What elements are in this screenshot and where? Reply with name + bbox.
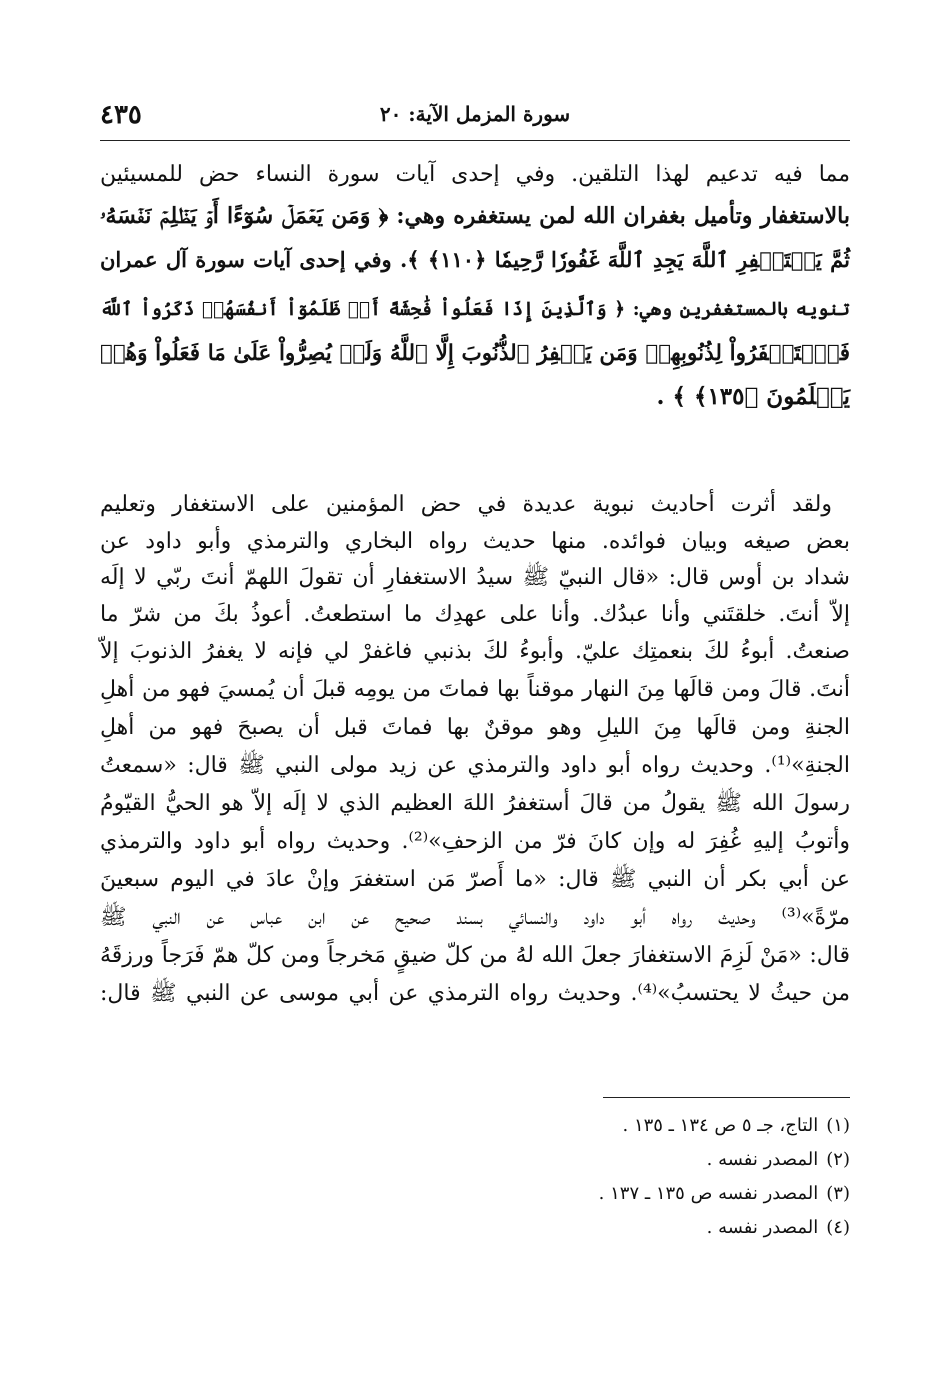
footnote-number: (٣) <box>826 1183 850 1204</box>
text-line: من حيثُ لا يحتسبُ»⁽⁴⁾. وحديث رواه الترمذي عن أبي موسى عن النبي ﷺ قال: <box>100 981 851 1006</box>
footnote-text: المصدر نفسه ص ١٣٥ ـ ١٣٧ . <box>598 1183 819 1204</box>
text-line: شداد بن أوس قال: «قال النبيّ ﷺ سيدُ الاستغفارِ أن تقولَ اللهمّ أنتَ ربّي لا إلَه <box>100 565 850 590</box>
text-line: وأتوبُ إليهِ غُفِرَ له وإن كانَ فرّ من الزحفِ»⁽²⁾. وحديث رواه أبو داود والترمذي <box>100 829 850 854</box>
footnote-number: (٤) <box>826 1217 850 1238</box>
text-line: بعض صيغه وبيان فوائده. منها حديث رواه البخاري والترمذي وأبو داود عن <box>100 529 850 554</box>
footnote-separator <box>603 1097 850 1098</box>
text-line: مرّةً»⁽³⁾ وحديث رواه أبو داود والنسائي بسند صحيح عن ابن عباس عن النبي ﷺ <box>100 905 850 930</box>
footnote <box>150 1144 850 1176</box>
footnote-text: المصدر نفسه . <box>706 1217 819 1238</box>
text-line: الجنةِ ومن قالَها مِنَ الليلِ وهو موقنٌ بها فماتَ قبل أن يصبحَ فهو من أهلِ <box>100 715 850 740</box>
text-line: أنتَ. قالَ ومن قالَها مِنَ النهار موقناً بها فماتَ من يومِه قبلَ أن يُمسيَ فهو من أهلِ <box>100 677 850 702</box>
footnote-text: التاج، جـ ٥ ص ١٣٤ ـ ١٣٥ . <box>622 1115 819 1136</box>
footnote <box>150 1212 850 1244</box>
footnote <box>150 1110 850 1142</box>
text-line: الجنةِ»⁽¹⁾. وحديث رواه أبو داود والترمذي عن زيد مولى النبي ﷺ قال: «سمعتُ <box>100 753 850 778</box>
footnote-number: (١) <box>826 1115 850 1136</box>
text-line: مما فيه تدعيم لهذا التلقين. وفي إحدى آيات سورة النساء حض للمسيئين <box>100 162 850 187</box>
page-header <box>100 100 850 141</box>
text-line: بالاستغفار وتأميل بغفران الله لمن يستغفره وهي: ﴿ وَمَن يَعۡمَلۡ سُوٓءًا أَوۡ يَظۡلِمۡ نَفۡسَهُۥ <box>100 203 850 229</box>
footnote <box>150 1178 850 1210</box>
page-number: ٤٣٥ <box>100 100 142 130</box>
footnote-number: (٢) <box>826 1149 850 1170</box>
text-line: قال: «مَنْ لَزِمَ الاستغفارَ جعلَ الله لهُ من كلّ ضيقٍ مَخرجاً ومن كلّ همّ فَرَجاً ورزقَهُ <box>100 943 850 968</box>
paragraph-first-line: ولقد أثرت أحاديث نبوية عديدة في حض المؤمنين على الاستغفار وتعليم <box>100 492 832 517</box>
text-line: صنعتُ. أبوءُ لكَ بنعمتِك عليّ. وأبوءُ لكَ بذنبي فاغفرْ لي فإنه لا يغفرُ الذنوبَ إلاّ <box>100 639 850 664</box>
footnote-text: المصدر نفسه . <box>706 1149 819 1170</box>
text-line: عن أبي بكر أن النبي ﷺ قال: «ما أَصرّ مَن استغفرَ وإنْ عادَ في اليوم سبعينَ <box>100 867 850 892</box>
text-line: رسولَ الله ﷺ يقولُ من قالَ أستغفرُ اللهَ العظيم الذي لا إلَه إلاّ هو الحيُّ القيّومُ <box>100 791 850 816</box>
text-line: تنويه بالمستغفرين وهي: ﴿ وَٱلَّذِينَ إِذَا فَعَلُواْ فَٰحِشَةً أَوۡ ظَلَمُوٓاْ أَنفُسَهُمۡ ذَكَرُواْ ٱللَّهَ <box>100 299 850 320</box>
text-line: إلاّ أنتَ. خلقتَني وأنا عبدُك. وأنا على عهدِك ما استطعتُ. أعوذُ بكَ من شرّ ما <box>100 602 850 627</box>
text-line: يَعۡلَمُونَ ﴿١٣٥﴾ ﴾ . <box>656 383 850 410</box>
text-line: ثُمَّ يَسۡتَغۡفِرِ ٱللَّهَ يَجِدِ ٱللَّهَ غَفُورٗا رَّحِيمٗا ﴿١١٠﴾ ﴾. وفي إحدى آيات سورة آل عمران <box>100 247 850 272</box>
text-line: فَٱسۡتَغۡفَرُواْ لِذُنُوبِهِمۡ وَمَن يَغۡفِرُ ٱلذُّنُوبَ إِلَّا ٱللَّهُ وَلَمۡ يُصِرُّواْ عَلَىٰ مَا فَعَلُواْ وَهُمۡ <box>100 341 850 366</box>
running-title: سورة المزمل الآية: ٢٠ <box>379 102 571 126</box>
